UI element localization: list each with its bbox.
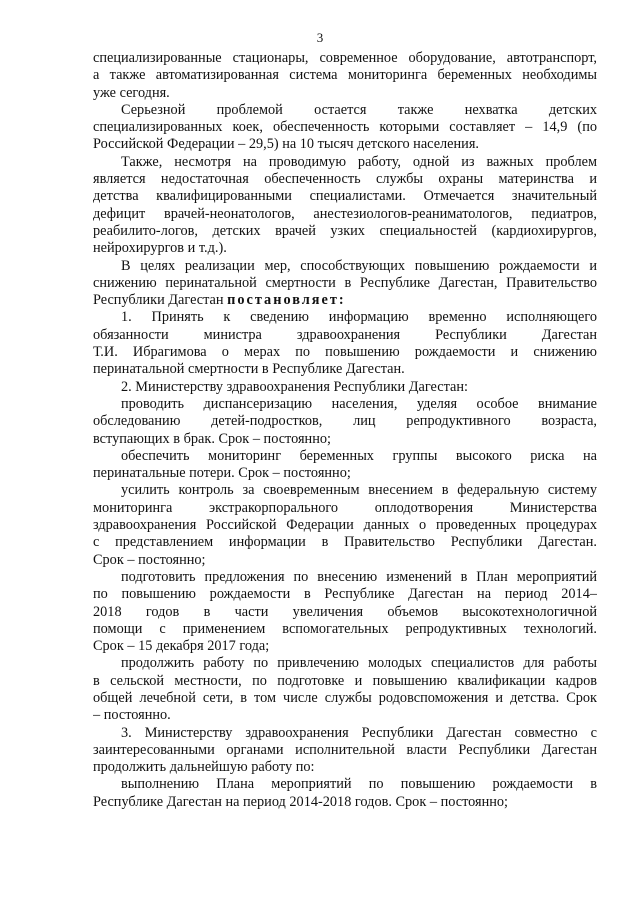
page-number: 3 [316,30,324,45]
paragraph [93,396,597,448]
text-line [93,690,597,707]
paragraph [93,569,597,655]
text-line [93,794,597,811]
line-text: – постоянно. [93,707,171,724]
line-text: общей лечебной сети, в том числе службы родовспоможения и детства. Срок [93,689,597,706]
text-line [93,482,597,499]
text-line [93,50,597,67]
text-line [93,742,597,759]
line-text: обследованию детей-подростков, лиц репродуктивного возраста, [93,413,597,430]
text-line [93,552,597,569]
paragraph [93,482,597,568]
text-line [93,309,597,326]
paragraph [93,258,597,310]
text-line [93,621,597,638]
line-text: 2. Министерству здравоохранения Республики Дагестан: [121,378,468,395]
line-text: Т.И. Ибрагимова о мерах по повышению рождаемости и снижению [93,344,597,361]
text-line [93,638,597,655]
text-line [93,759,597,776]
line-text: является недостаточная обеспеченность службы охраны материнства и [93,171,597,188]
line-text: мониторинга экстракорпорального оплодотворения Министерства [93,499,597,516]
text-line [93,448,597,465]
paragraph [93,725,597,777]
line-text: перинатальной смертности в Республике Дагестан. [93,361,405,378]
line-text: нейрохирургов и т.д.). [93,240,227,257]
text-line [93,776,597,793]
line-text: подготовить предложения по внесению изменений в План мероприятий [121,568,597,585]
line-text: Республики Дагестан [93,292,224,309]
text-line [93,413,597,430]
text-line [93,292,597,309]
text-line [93,327,597,344]
text-line [93,275,597,292]
text-line [93,102,597,119]
line-text: специализированные стационары, современное оборудование, автотранспорт, [93,50,597,66]
line-text: 3. Министерству здравоохранения Республики Дагестан совместно с [121,724,597,741]
resolution-keyword: постановляет: [227,292,346,309]
text-line [93,673,597,690]
line-text: детства квалифицированными специалистами. Отмечается значительный [93,188,597,205]
text-line [93,396,597,413]
line-text: заинтересованными органами исполнительной власти Республики Дагестан [93,741,597,758]
line-text: уже сегодня. [93,84,170,101]
line-text: помощи с применением вспомогательных репродуктивных технологий. [93,620,597,637]
text-line [93,171,597,188]
line-text: в сельской местности, по подготовке и повышению квалификации кадров [93,672,597,689]
text-line [93,604,597,621]
line-text: выполнению Плана мероприятий по повышению рождаемости в [121,776,597,793]
line-text: 1. Принять к сведению информацию временно исполняющего [121,309,597,326]
line-text: вступающих в брак. Срок – постоянно; [93,430,331,447]
line-text: В целях реализации мер, способствующих повышению рождаемости и [121,257,597,274]
text-line [93,67,597,84]
line-text: обеспечить мониторинг беременных группы высокого риска на [121,447,597,464]
paragraph [93,102,597,154]
text-line [93,500,597,517]
text-line [93,465,597,482]
paragraph [93,379,597,396]
paragraph [93,309,597,378]
text-line [93,344,597,361]
line-text: Российской Федерации – 29,5) на 10 тысяч детского населения. [93,136,479,153]
line-text: усилить контроль за своевременным внесением в федеральную систему [121,482,597,499]
line-text: продолжить дальнейшую работу по: [93,759,315,776]
document-body [93,50,597,811]
text-line [93,586,597,603]
line-text: проводить диспансеризацию населения, уделяя особое внимание [121,395,597,412]
text-line [93,223,597,240]
line-text: специализированных коек, обеспеченность которыми составляет – 14,9 (по [93,119,597,136]
line-text: с представлением информации в Правительство Республики Дагестан. [93,534,597,551]
text-line [93,655,597,672]
text-line [93,379,597,396]
text-line [93,361,597,378]
text-line [93,206,597,223]
text-line [93,119,597,136]
line-text: по повышению рождаемости в Республике Дагестан на период 2014– [93,586,597,603]
line-text: Республике Дагестан на период 2014-2018 годов. Срок – постоянно; [93,793,509,810]
line-text: Также, несмотря на проводимую работу, одной из важных проблем [121,153,597,170]
line-text: реабилито-логов, детских врачей узких специальностей (кардиохирургов, [93,222,597,239]
text-line [93,154,597,171]
text-line [93,240,597,257]
text-line [93,569,597,586]
line-text: дефицит врачей-неонатологов, анестезиологов-реаниматологов, педиатров, [93,205,597,222]
line-text: здравоохранения Российской Федерации данных о проведенных процедурах [93,517,597,534]
text-line [93,707,597,724]
line-text: снижению перинатальной смертности в Республике Дагестан, Правительство [93,274,597,291]
line-text: Срок – 15 декабря 2017 года; [93,638,270,655]
paragraph [93,50,597,102]
line-text: обязанности министра здравоохранения Республики Дагестан [93,326,597,343]
line-text: перинатальные потери. Срок – постоянно; [93,465,351,482]
line-text: Серьезной проблемой остается также нехватка детских [121,101,597,118]
paragraph [93,655,597,724]
paragraph [93,776,597,811]
text-line [93,136,597,153]
text-line [93,517,597,534]
line-text: продолжить работу по привлечению молодых специалистов для работы [121,655,597,672]
text-line [93,431,597,448]
paragraph [93,154,597,258]
line-text: Срок – постоянно; [93,551,206,568]
text-line [93,258,597,275]
text-line [93,534,597,551]
text-line [93,188,597,205]
line-text: а также автоматизированная система мониторинга беременных необходимы [93,67,597,84]
line-text: 2018 годов в части увеличения объемов высокотехнологичной [93,603,597,620]
text-line [93,725,597,742]
text-line [93,85,597,102]
paragraph [93,448,597,483]
